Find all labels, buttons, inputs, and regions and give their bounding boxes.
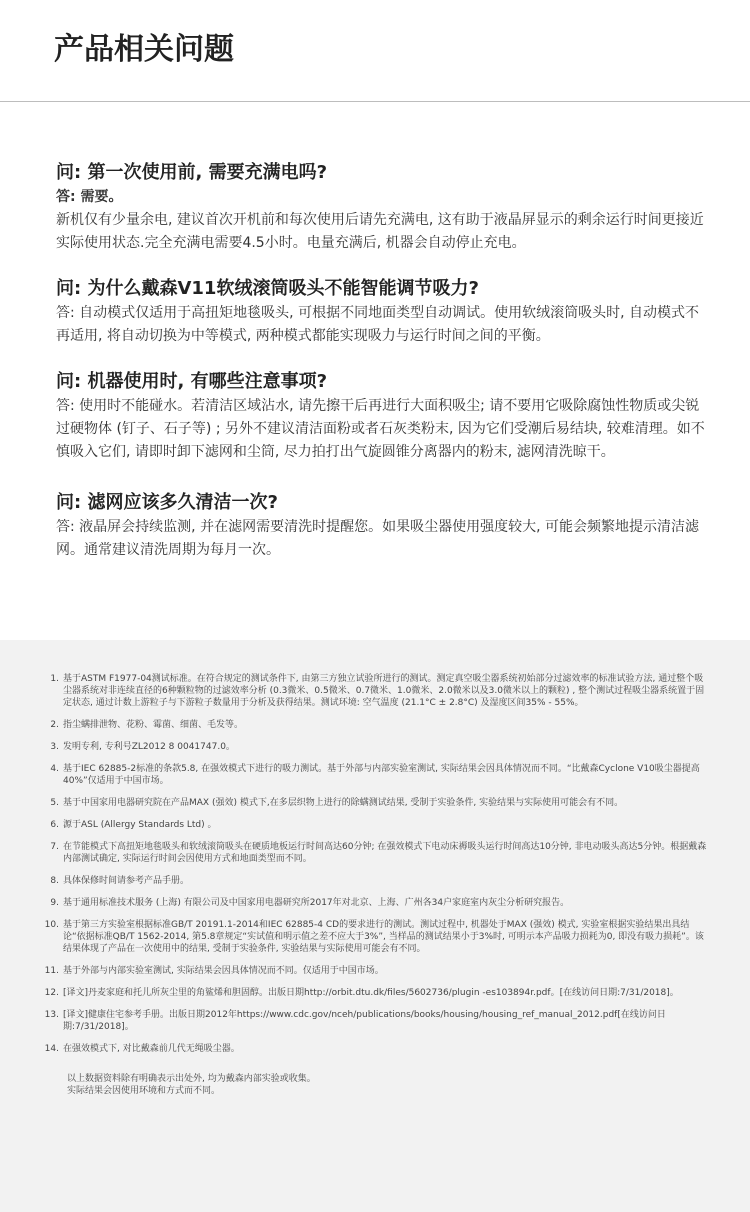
footnote-number: 13. — [44, 1010, 59, 1020]
footnote — [0, 741, 710, 753]
footnote-text: 基于外部与内部实验室测试, 实际结果会因具体情况而不同。仅适用于中国市场。 — [63, 966, 384, 976]
footnote — [0, 719, 710, 731]
footnote-number: 1. — [50, 674, 59, 684]
footnote — [0, 841, 710, 865]
faq-item — [56, 369, 710, 464]
footnote — [0, 919, 710, 955]
footnote-text: 指尘螨排泄物、花粉、霉菌、细菌、毛发等。 — [63, 720, 244, 730]
faq-answer: 答: 液晶屏会持续监测, 并在滤网需要清洗时提醒您。如果吸尘器使用强度较大, 可能会频繁地提示清洁滤网。通常建议清洗周期为每月一次。 — [56, 519, 699, 558]
footnote-number: 14. — [44, 1044, 59, 1054]
footnote-text: 源于ASL (Allergy Standards Ltd) 。 — [63, 820, 217, 830]
footnotes-section — [0, 640, 750, 1212]
footnote-number: 6. — [50, 820, 59, 830]
footnote-number: 4. — [50, 764, 59, 774]
footnote — [0, 1043, 710, 1055]
faq-answer: 新机仅有少量余电, 建议首次开机前和每次使用后请先充满电, 这有助于液晶屏显示的剩余运行时间更接近实际使用状态.完全充满电需要4.5小时。电量充满后, 机器会自动停止充电。 — [56, 212, 704, 251]
footnote-text: 基于ASTM F1977-04测试标准。在符合规定的测试条件下, 由第三方独立试验所进行的测试。测定真空吸尘器系统初始部分过滤效率的标准试验方法, 通过整个吸尘器系统对非连续直径的6种颗粒物的过滤效率分析 (0.3微米、0.5微米、0.7微米、1.0微米、2.0微米以及3.0微米以上的颗粒) , 整个测试过程吸尘器系统置于固定状态, 通过计数上游粒子与下游粒子数量用于分析及获得结果。测试环境: 空气温度 (21.1°C ± 2.8°C) 及湿度区间35% - 55%。 — [63, 674, 705, 708]
footnote-number: 10. — [44, 920, 59, 930]
footnote — [0, 1009, 710, 1033]
footnote-number: 12. — [44, 988, 59, 998]
footnote-text: 发明专利, 专利号ZL2012 8 0041747.0。 — [63, 742, 235, 752]
footnote — [0, 797, 710, 809]
footnote — [0, 965, 710, 977]
faq-item — [56, 490, 710, 562]
footnote — [0, 987, 710, 999]
footnote-text: 基于第三方实验室根据标准GB/T 20191.1-2014和IEC 62885-4 CD的要求进行的测试。测试过程中, 机器处于MAX (强效) 模式, 实验室根据实验结果出具结论“依据标准QB/T 1562-2014, 第5.8章规定“实试值和明示值之差不应大于3%”, 当样品的测试结果小于3%时, 可明示本产品吸力损耗为0, 即没有吸力损耗”。该结果体现了产品在一次使用中的结果, 受制于实验条件, 实验结果与实际使用可能会有不同。 — [63, 920, 704, 954]
page-header — [0, 0, 750, 102]
footnote-text: 基于通用标准技术服务 (上海) 有限公司及中国家用电器研究所2017年对北京、上海、广州各34户家庭室内灰尘分析研究报告。 — [63, 898, 570, 908]
footnote-number: 5. — [50, 798, 59, 808]
footnote-number: 9. — [50, 898, 59, 908]
faq-answer: 答: 使用时不能碰水。若清洁区域沾水, 请先擦干后再进行大面积吸尘; 请不要用它吸除腐蚀性物质或尖锐过硬物体 (钉子、石子等) ; 另外不建议清洁面粉或者石灰类粉末, 因为它们受潮后易结块, 较难清理。如不慎吸入它们, 请即时卸下滤网和尘筒, 尽力拍打出气旋圆锥分离器内的粉末, 滤网清洗晾干。 — [56, 398, 705, 460]
closing-line: 以上数据资料除有明确表示出处外, 均为戴森内部实验或收集。 — [67, 1074, 316, 1084]
footnote-text: 基于中国家用电器研究院在产品MAX (强效) 模式下,在多层织物上进行的除螨测试结果, 受制于实验条件, 实验结果与实际使用可能会有不同。 — [63, 798, 624, 808]
page-title: 产品相关问题 — [54, 32, 234, 67]
faq-question: 问: 第一次使用前, 需要充满电吗? — [56, 162, 328, 183]
faq-answer-lead-text: 答: 需要。 — [56, 189, 123, 205]
footnote-number: 2. — [50, 720, 59, 730]
footnote-text: 基于IEC 62885-2标准的条款5.8, 在强效模式下进行的吸力测试。基于外部与内部实验室测试, 实际结果会因具体情况而不同。“比戴森Cyclone V10吸尘器提高40%”仅适用于中国市场。 — [63, 764, 700, 786]
footnote — [0, 875, 710, 887]
footnote — [0, 673, 710, 709]
footnote-number: 3. — [50, 742, 59, 752]
faq-answer-lead — [56, 186, 710, 209]
faq-question: 问: 机器使用时, 有哪些注意事项? — [56, 371, 328, 392]
faq-question: 问: 为什么戴森V11软绒滚筒吸头不能智能调节吸力? — [56, 278, 479, 299]
faq-question: 问: 滤网应该多久清洁一次? — [56, 492, 278, 513]
footnote — [0, 763, 710, 787]
footnote — [0, 819, 710, 831]
footnote-text: 在强效模式下, 对比戴森前几代无绳吸尘器。 — [63, 1044, 240, 1054]
footnote-number: 7. — [50, 842, 59, 852]
footnote-text: 在节能模式下高扭矩地毯吸头和软绒滚筒吸头在硬质地板运行时间高达60分钟; 在强效模式下电动床褥吸头运行时间高达10分钟, 非电动吸头高达5分钟。根据戴森内部测试确定, 实际运行时间会因使用方式和地面类型而不同。 — [63, 842, 707, 864]
faq-answer: 答: 自动模式仅适用于高扭矩地毯吸头, 可根据不同地面类型自动调试。使用软绒滚筒吸头时, 自动模式不再适用, 将自动切换为中等模式, 两种模式都能实现吸力与运行时间之间的平衡。 — [56, 305, 699, 344]
footnote-text: [译文]健康住宅参考手册。出版日期2012年https://www.cdc.gov/nceh/publications/books/housing/housing_ref_manual_2012.pdf[在线访问日期:7/31/2018]。 — [63, 1010, 666, 1032]
footnote-text: [译文]丹麦家庭和托儿所灰尘里的角鲨烯和胆固醇。出版日期http://orbit.dtu.dk/files/5602736/plugin -es103894r.pdf。[在线访问日期:7/31/2018]。 — [63, 988, 679, 998]
footnote — [0, 897, 710, 909]
footnote-number: 8. — [50, 876, 59, 886]
footnote-number: 11. — [44, 966, 59, 976]
faq-item — [56, 160, 710, 255]
closing-line: 实际结果会因使用环境和方式而不同。 — [67, 1086, 221, 1096]
faq-section — [0, 102, 750, 640]
closing-disclaimer — [0, 1073, 710, 1097]
footnote-text: 具体保修时间请参考产品手册。 — [63, 876, 190, 886]
faq-item — [56, 276, 710, 348]
